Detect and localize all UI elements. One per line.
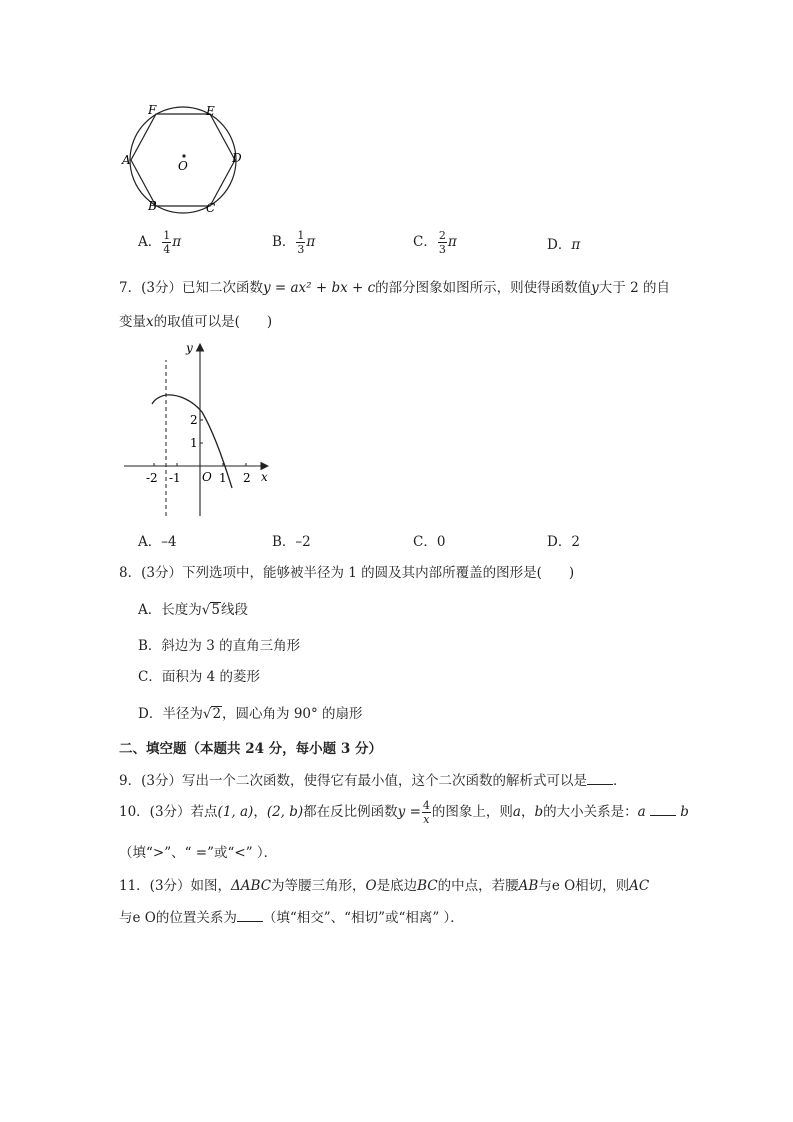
q11-pre: 11．(3分）如图， [119, 878, 232, 894]
center-dot [182, 154, 185, 157]
q9-answer-blank[interactable] [587, 772, 613, 785]
q11-line2 [119, 906, 464, 926]
q8-a-pre: A．长度为 [138, 602, 202, 618]
q6-b-pi: π [306, 234, 316, 250]
q7-suffix: 的部分图象如图所示，则使得函数值 [375, 280, 592, 296]
q7-option-b [272, 530, 311, 550]
q11-line2-mid: 的位置关系为 [155, 910, 237, 926]
q10-pt2: (2, b) [266, 804, 304, 820]
q6-option-c [413, 230, 457, 255]
q6-option-c-frac [438, 230, 447, 255]
q8-option-b: B．斜边为 3 的直角三角形 [138, 638, 301, 654]
q6-a-pi: π [172, 234, 182, 250]
q11-t2: 是底边 [376, 878, 418, 894]
q7-line2-post: 的取值可以是( ) [153, 314, 273, 330]
q7-parabola-graph [120, 336, 280, 520]
q6-b-den: 3 [297, 243, 305, 256]
q7-line2-pre: 变量 [119, 314, 146, 330]
q8-a-post: 线段 [220, 602, 248, 618]
q7-c-text: 0 [436, 534, 446, 550]
q7-stem-line2 [119, 310, 272, 330]
q10-var-b: b [534, 804, 544, 820]
label-F: F [148, 103, 157, 117]
q6-c-den: 3 [438, 243, 446, 256]
label-C: C [206, 201, 216, 215]
q11-t4: 与 [538, 878, 552, 894]
x-tick-label-neg2: -2 [146, 471, 158, 485]
q6-a-den: 4 [163, 243, 171, 256]
q6-option-a [138, 230, 181, 255]
q10-line2: （填“>”、“ =”或“<” ）． [119, 845, 278, 861]
q11-ab: AB [518, 878, 539, 894]
q7-option-a [138, 530, 177, 550]
hexagon-circle-figure [118, 98, 248, 220]
q10-num: 4 [422, 799, 430, 812]
x-axis-label: x [261, 470, 268, 484]
q10-y-eq: y = [397, 804, 421, 820]
origin-label: O [202, 470, 212, 484]
q11-circ2: e O [132, 910, 156, 926]
q11-o: O [365, 878, 377, 894]
label-D: D [232, 151, 242, 165]
q9-stem: 9．(3分）写出一个二次函数，使得它有最小值，这个二次函数的解析式可以是 [119, 773, 587, 789]
q6-c-num: 2 [438, 229, 446, 242]
q7-var-y: y [591, 280, 599, 296]
q11-line1 [119, 874, 649, 894]
q10-post: 的图象上，则 [431, 804, 513, 820]
q6-option-b [272, 230, 315, 255]
q7-b-text: –2 [295, 534, 311, 550]
q11-circ1: e O [551, 878, 576, 894]
y-axis-label: y [186, 341, 193, 355]
q8-d-root: 2 [212, 706, 222, 722]
q11-ac: AC [629, 878, 650, 894]
y-tick-label-2: 2 [190, 413, 198, 427]
x-tick-label-1: 1 [219, 471, 227, 485]
q6-option-b-letter: B． [272, 234, 296, 250]
q7-formula: y = ax² + bx + c [262, 280, 376, 296]
q9-end: ． [612, 773, 627, 789]
label-B: B [148, 199, 157, 213]
x-tick-label-neg1: -1 [169, 471, 181, 485]
q10-comma: ， [520, 804, 535, 820]
q6-c-pi: π [447, 234, 457, 250]
q11-t1: 为等腰三角形， [271, 878, 366, 894]
q7-option-d [547, 530, 580, 550]
q8-stem: 8．(3分）下列选项中，能够被半径为 1 的圆及其内部所覆盖的图形是( ) [119, 565, 575, 581]
q6-option-a-letter: A． [138, 234, 162, 250]
q7-c-letter: C． [413, 534, 437, 550]
q11-line2-post: （填“相交”、“相切”或“相离” ）． [262, 910, 464, 926]
q11-answer-blank[interactable] [237, 909, 263, 922]
q10-line1 [119, 800, 689, 825]
y-tick-label-1: 1 [190, 436, 198, 450]
q10-pre: 10．(3分）若点 [119, 804, 218, 820]
q6-option-c-letter: C． [413, 234, 437, 250]
q7-var-x: x [146, 314, 154, 330]
q11-t5: 相切，则 [575, 878, 630, 894]
q11-bc: BC [417, 878, 438, 894]
q10-den: x [423, 813, 430, 826]
label-E: E [206, 104, 215, 118]
q6-option-b-frac [296, 230, 305, 255]
q8-d-post: ，圆心角为 90° 的扇形 [222, 706, 363, 722]
q10-var-a: a [512, 804, 521, 820]
q7-d-letter: D． [547, 534, 572, 550]
q8-option-c: C．面积为 4 的菱形 [138, 669, 261, 685]
q9-text [119, 769, 626, 789]
q6-b-num: 1 [297, 229, 305, 242]
q10-pt1: (1, a) [217, 804, 254, 820]
q7-suffix2: 大于 2 的自 [598, 280, 670, 296]
q7-d-text: 2 [571, 534, 580, 550]
q10-frac [422, 800, 431, 825]
section-2-heading: 二、填空题（本题共 24 分，每小题 3 分） [119, 741, 382, 757]
q7-stem-line1 [119, 276, 670, 296]
label-O: O [178, 159, 188, 173]
q10-answer-blank[interactable] [650, 803, 676, 816]
q8-a-root: 5 [211, 602, 220, 618]
q7-option-c [413, 530, 445, 550]
label-A: A [122, 153, 131, 167]
q11-tri: ΔABC [231, 878, 272, 894]
q6-d-pi: π [571, 237, 581, 253]
q6-option-d [547, 233, 580, 253]
q11-t3: 的中点，若腰 [437, 878, 519, 894]
q8-d-pre: D．半径为 [138, 706, 203, 722]
q6-option-a-frac [162, 230, 171, 255]
q7-b-letter: B． [272, 534, 296, 550]
q8-option-d: D．半径为√2，圆心角为 90° 的扇形 [138, 706, 363, 722]
x-tick-label-2: 2 [243, 471, 251, 485]
q7-prefix: 7．(3分）已知二次函数 [119, 280, 263, 296]
q7-a-text: –4 [161, 534, 177, 550]
q6-option-d-letter: D． [547, 237, 572, 253]
q10-sep: ， [253, 804, 267, 820]
q10-ans-a: a [637, 804, 646, 820]
q10-mid: 都在反比例函数 [303, 804, 398, 820]
q10-post2: 的大小关系是： [543, 804, 638, 820]
q6-a-num: 1 [163, 229, 171, 242]
q11-line2-pre: 与 [119, 910, 133, 926]
q8-option-a: A．长度为√5线段 [138, 602, 248, 618]
q10-ans-b: b [680, 804, 689, 820]
q7-a-letter: A． [138, 534, 162, 550]
